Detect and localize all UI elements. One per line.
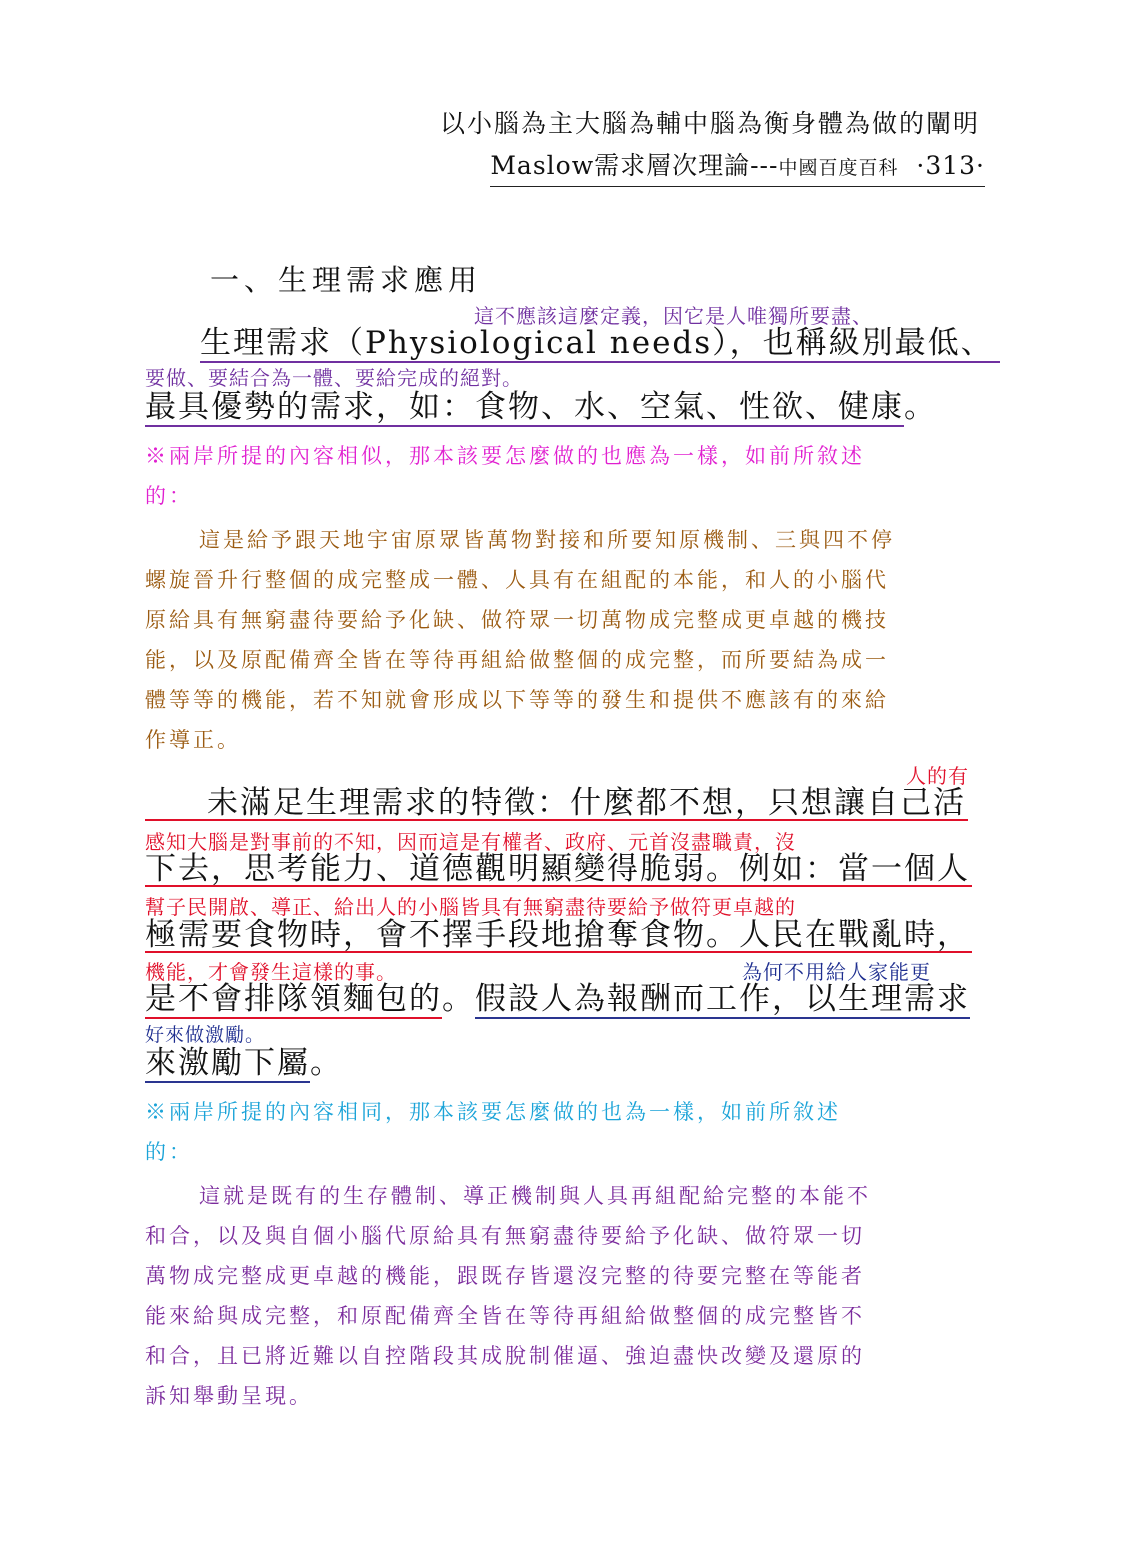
paragraph-line: 萬物成完整成更卓越的機能，跟既存皆還沒完整的待要完整在等能者 <box>145 1264 865 1288</box>
remark-paragraph <box>145 436 990 516</box>
document-header-title: 以小腦為主大腦為輔中腦為衡身體為做的闡明 <box>439 109 980 138</box>
page-number: ·313· <box>916 151 985 180</box>
paragraph-line: 能來給與成完整，和原配備齊全皆在等待再組給做整個的成完整皆不 <box>145 1304 865 1328</box>
underlined-text: 生理需求（Physiological needs），也稱級別最低、 <box>200 325 1000 363</box>
annotation-note: 感知大腦是對事前的不知，因而這是有權者、政府、元首沒盡職責，沒 <box>145 830 796 854</box>
subtitle-source: 中國百度百科 <box>778 157 899 179</box>
text-punctuation: 。 <box>904 389 937 425</box>
annotation-note: 要做、要結合為一體、要給完成的絕對。 <box>145 366 523 390</box>
paragraph-line: 體等等的機能，若不知就會形成以下等等的發生和提供不應該有的來給 <box>145 688 889 712</box>
text-line <box>145 1045 343 1081</box>
annotation-note: 人的有 <box>906 764 969 788</box>
underlined-text: 最具優勢的需求，如：食物、水、空氣、性欲、健康 <box>145 389 904 425</box>
underlined-text: 極需要食物時，會不擇手段地搶奪食物。人民在戰亂時， <box>145 917 970 953</box>
explanation-paragraph <box>145 1176 990 1416</box>
subtitle-main: Maslow需求層次理論--- <box>490 151 779 180</box>
annotation-note: 為何不用給人家能更 <box>742 960 931 984</box>
underlined-text: 來激勵下屬 <box>145 1045 310 1081</box>
text-line <box>145 389 937 425</box>
paragraph-line: 訴知舉動呈現。 <box>145 1384 313 1408</box>
paragraph-line: 作導正。 <box>145 728 241 752</box>
section-title: 一、生理需求應用 <box>210 263 483 297</box>
remark-paragraph <box>145 1092 990 1172</box>
annotation-note: 這不應該這麼定義，因它是人唯獨所要盡、 <box>474 304 873 328</box>
underlined-text: 假設人為報酬而工作，以生理需求 <box>475 981 970 1017</box>
text-line <box>200 325 1000 361</box>
remark-line: 的： <box>145 484 193 508</box>
annotation-note: 機能，才會發生這樣的事。 <box>145 960 397 984</box>
text-line <box>145 851 972 887</box>
text-punctuation: 。 <box>442 981 475 1017</box>
paragraph-line: 原給具有無窮盡待要給予化缺、做符眾一切萬物成完整成更卓越的機技 <box>145 608 889 632</box>
document-header-subtitle <box>490 146 985 187</box>
text-line <box>145 785 968 821</box>
text-line <box>145 981 970 1017</box>
paragraph-line: 這是給予跟天地宇宙原眾皆萬物對接和所要知原機制、三與四不停 <box>199 528 895 552</box>
underlined-text: 是不會排隊領麵包的 <box>145 981 442 1017</box>
paragraph-line: 螺旋晉升行整個的成完整成一體、人具有在組配的本能，和人的小腦代 <box>145 568 889 592</box>
underlined-text: 下去，思考能力、道德觀明顯變得脆弱。例如：當一個人 <box>145 851 970 887</box>
text-punctuation: 。 <box>310 1045 343 1081</box>
paragraph-line: 這就是既有的生存體制、導正機制與人具再組配給完整的本能不 <box>199 1184 871 1208</box>
annotation-note: 好來做激勵。 <box>145 1024 266 1046</box>
explanation-paragraph <box>145 520 990 760</box>
text-line <box>145 917 972 953</box>
paragraph-line: 能，以及原配備齊全皆在等待再組給做整個的成完整，而所要結為成一 <box>145 648 889 672</box>
remark-line: ※兩岸所提的內容相似，那本該要怎麼做的也應為一樣，如前所敘述 <box>145 444 865 468</box>
paragraph-line: 和合，以及與自個小腦代原給具有無窮盡待要給予化缺、做符眾一切 <box>145 1224 865 1248</box>
remark-line: ※兩岸所提的內容相同，那本該要怎麼做的也為一樣，如前所敘述 <box>145 1100 841 1124</box>
remark-line: 的： <box>145 1140 193 1164</box>
underlined-text: 未滿足生理需求的特徵：什麼都不想，只想讓自己活 <box>145 788 968 821</box>
annotation-note: 幫子民開啟、導正、給出人的小腦皆具有無窮盡待要給予做符更卓越的 <box>145 895 796 919</box>
paragraph-line: 和合，且已將近難以自控階段其成脫制催逼、強迫盡快改變及還原的 <box>145 1344 865 1368</box>
